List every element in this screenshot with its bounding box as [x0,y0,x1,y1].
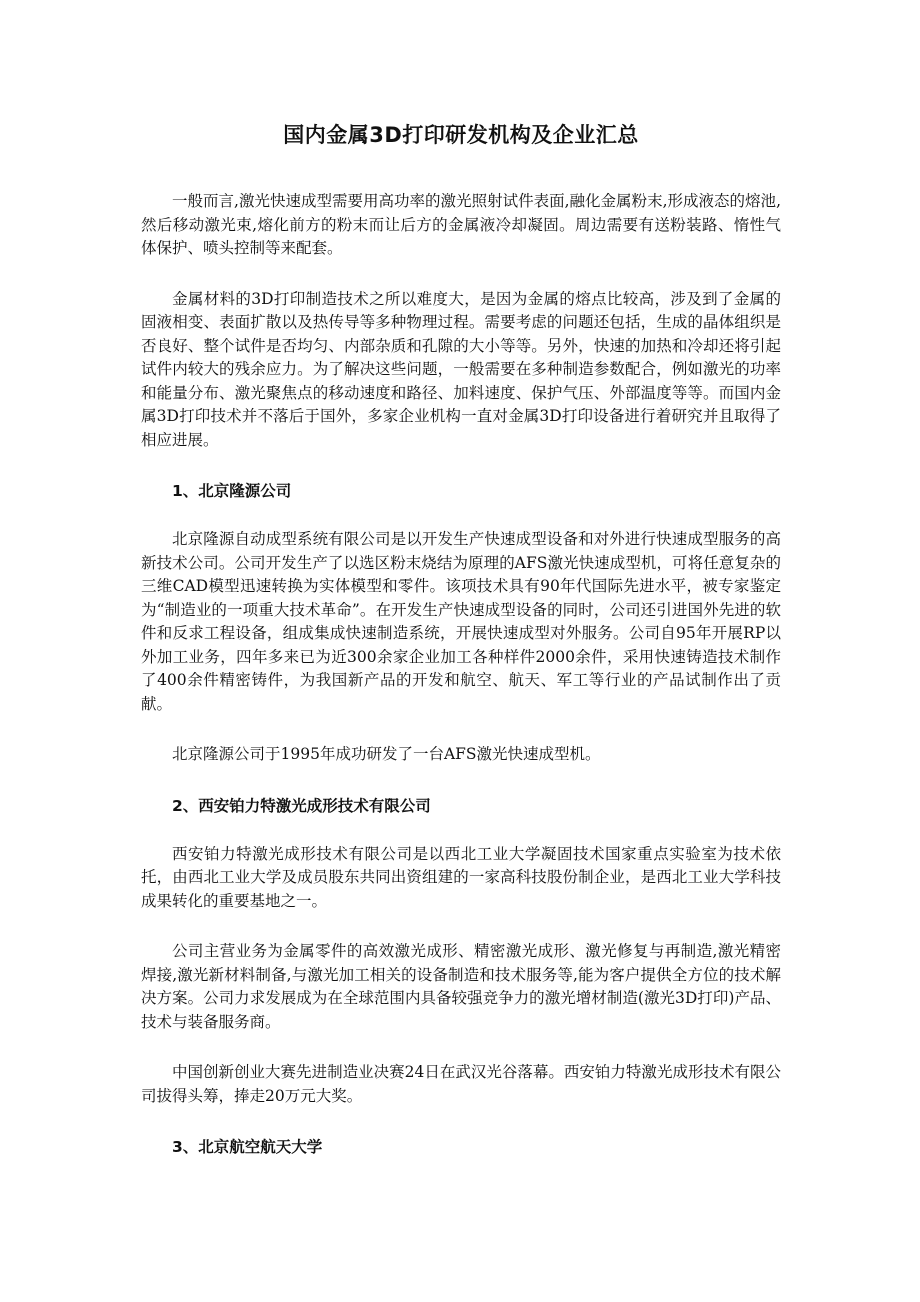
section-xian-bolite [141,794,781,1109]
intro-paragraph-1: 一般而言,激光快速成型需要用高功率的激光照射试件表面,融化金属粉末,形成液态的熔池,然后移动激光束,熔化前方的粉末而让后方的金属液冷却凝固。周边需要有送粉装路、惰性气体保护、喷头控制等来配套。 [141,192,781,257]
section-heading-1: 1、北京隆源公司 [172,482,292,500]
document-page [141,120,781,1184]
section-2-paragraph-2: 公司主营业务为金属零件的高效激光成形、精密激光成形、激光修复与再制造,激光精密焊接,激光新材料制备,与激光加工相关的设备制造和技术服务等,能为客户提供全方位的技术解决方案。公司力求发展成为在全球范围内具备较强竞争力的激光增材制造(激光3D打印)产品、技术与装备服务商。 [141,942,781,1031]
section-heading-2: 2、西安铂力特激光成形技术有限公司 [172,796,431,815]
section-beihang [141,1135,781,1159]
section-beijing-longyuan [141,479,781,767]
intro-paragraph-2: 金属材料的3D打印制造技术之所以难度大，是因为金属的熔点比较高，涉及到了金属的固液相变、表面扩散以及热传导等多种物理过程。需要考虑的问题还包括，生成的晶体组织是否良好、整个试件是否均匀、内部杂质和孔隙的大小等等。另外，快速的加热和冷却还将引起试件内较大的残余应力。为了解决这些问题，一般需要在多种制造参数配合，例如激光的功率和能量分布、激光聚焦点的移动速度和路径、加料速度、保护气压、外部温度等等。而国内金属3D打印技术并不落后于国外，多家企业机构一直对金属3D打印设备进行着研究并且取得了相应进展。 [141,289,781,449]
section-2-paragraph-3: 中国创新创业大赛先进制造业决赛24日在武汉光谷落幕。西安铂力特激光成形技术有限公司拔得头筹，捧走20万元大奖。 [141,1063,781,1105]
section-heading-3: 3、北京航空航天大学 [172,1138,323,1156]
section-1-paragraph-2: 北京隆源公司于1995年成功研发了一台AFS激光快速成型机。 [172,745,601,763]
section-2-paragraph-1: 西安铂力特激光成形技术有限公司是以西北工业大学凝固技术国家重点实验室为技术依托，由西北工业大学及成员股东共同出资组建的一家高科技股份制企业，是西北工业大学科技成果转化的重要基地之一。 [141,844,781,910]
document-title: 国内金属3D打印研发机构及企业汇总 [283,123,639,147]
section-1-paragraph-1: 北京隆源自动成型系统有限公司是以开发生产快速成型设备和对外进行快速成型服务的高新技术公司。公司开发生产了以选区粉末烧结为原理的AFS激光快速成型机，可将任意复杂的三维CAD模型迅速转换为实体模型和零件。该项技术具有90年代国际先进水平，被专家鉴定为“制造业的一项重大技术革命”。在开发生产快速成型设备的同时，公司还引进国外先进的软件和反求工程设备，组成集成快速制造系统，开展快速成型对外服务。公司自95年开展RP以外加工业务，四年多来已为近300余家企业加工各种样件2000余件，采用快速铸造技术制作了400余件精密铸件，为我国新产品的开发和航空、航天、军工等行业的产品试制作出了贡献。 [141,530,781,713]
